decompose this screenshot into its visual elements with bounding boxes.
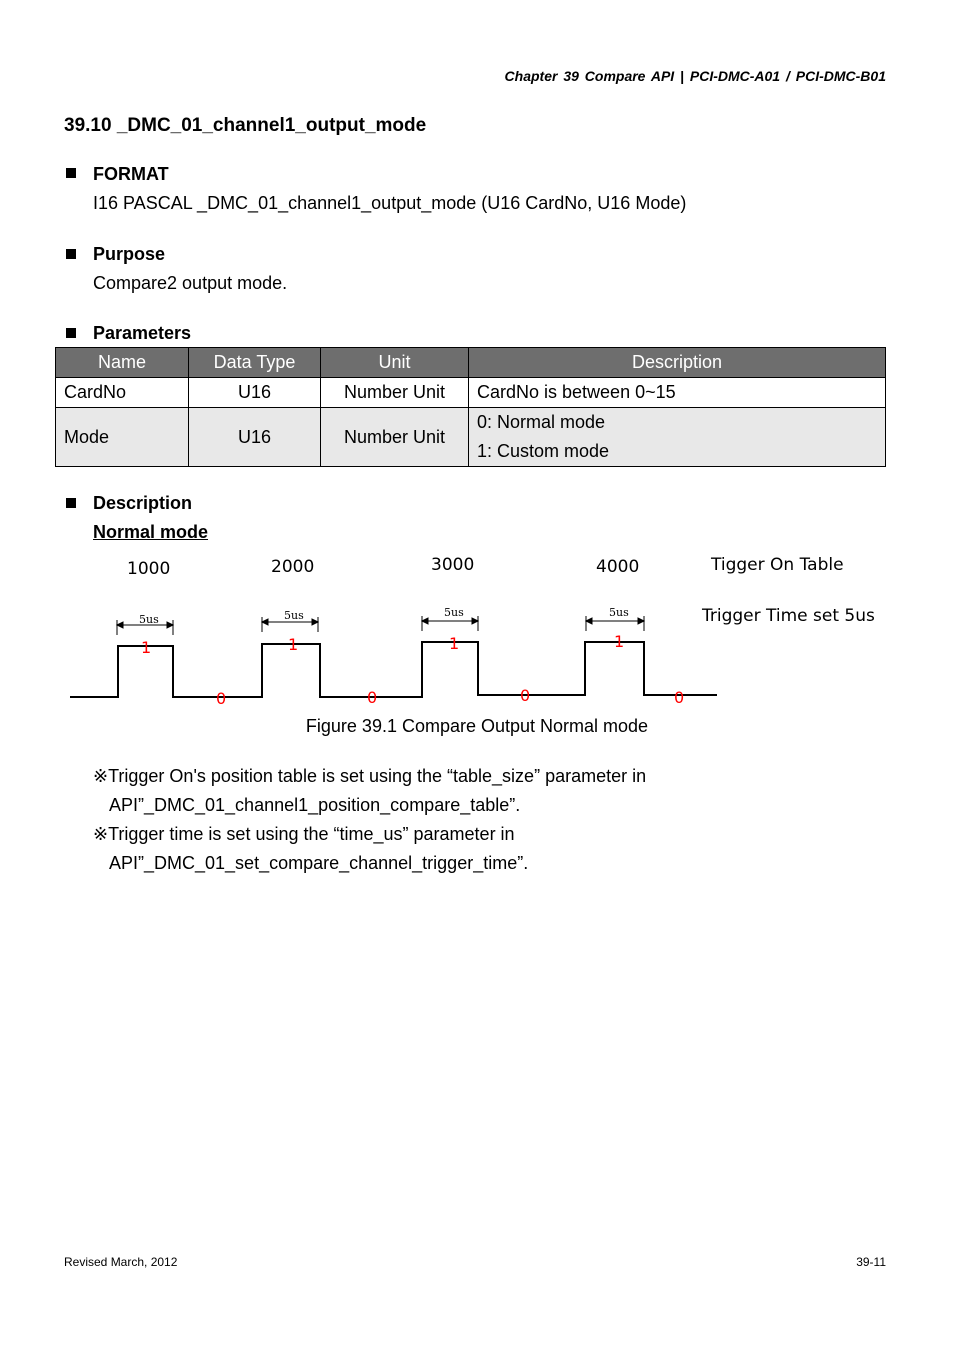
description-line: 0: Normal mode bbox=[477, 412, 606, 432]
note-line: ※Trigger On's position table is set using the “table_size” parameter in bbox=[93, 766, 647, 786]
legend-trigger-table: Tigger On Table bbox=[711, 555, 844, 575]
position-label: 3000 bbox=[431, 555, 475, 575]
table-header-row bbox=[56, 348, 886, 378]
parameters-heading: Parameters bbox=[93, 323, 192, 343]
param-description: CardNo is between 0~15 bbox=[469, 378, 886, 408]
bullet-icon bbox=[66, 168, 76, 178]
description-subheading: Normal mode bbox=[93, 522, 209, 542]
note-line: API”_DMC_01_channel1_position_compare_table”. bbox=[109, 795, 521, 815]
low-level-label: 0 bbox=[216, 689, 227, 708]
format-signature: I16 PASCAL _DMC_01_channel1_output_mode (U16 CardNo, U16 Mode) bbox=[93, 193, 687, 213]
param-type: U16 bbox=[189, 408, 321, 467]
pulse-width-label: 5us bbox=[609, 606, 629, 619]
high-level-label: 1 bbox=[449, 634, 460, 653]
footer-page-number: 39-11 bbox=[856, 1255, 886, 1269]
timing-diagram bbox=[0, 545, 954, 715]
pulse-width-markers bbox=[117, 616, 644, 635]
column-header-data-type: Data Type bbox=[189, 348, 321, 378]
table-row bbox=[56, 378, 886, 408]
position-label: 1000 bbox=[127, 559, 171, 579]
low-level-label: 0 bbox=[674, 688, 685, 707]
param-name: CardNo bbox=[56, 378, 189, 408]
purpose-heading: Purpose bbox=[93, 244, 166, 264]
parameters-table bbox=[55, 347, 886, 467]
param-type: U16 bbox=[189, 378, 321, 408]
figure-caption: Figure 39.1 Compare Output Normal mode bbox=[305, 716, 649, 736]
param-unit: Number Unit bbox=[321, 408, 469, 467]
param-name: Mode bbox=[56, 408, 189, 467]
running-header: Chapter 39 Compare API | PCI-DMC-A01 / PCI-DMC-B01 bbox=[504, 68, 886, 84]
description-heading: Description bbox=[93, 493, 193, 513]
position-label: 2000 bbox=[271, 557, 315, 577]
column-header-unit: Unit bbox=[321, 348, 469, 378]
bullet-icon bbox=[66, 249, 76, 259]
purpose-text: Compare2 output mode. bbox=[93, 273, 288, 293]
param-unit: Number Unit bbox=[321, 378, 469, 408]
column-header-name: Name bbox=[56, 348, 189, 378]
low-level-label: 0 bbox=[520, 686, 531, 705]
note-line: API”_DMC_01_set_compare_channel_trigger_time”. bbox=[109, 853, 529, 873]
pulse-width-label: 5us bbox=[139, 613, 159, 626]
footer-revision: Revised March, 2012 bbox=[64, 1255, 178, 1269]
bullet-icon bbox=[66, 498, 76, 508]
format-heading: FORMAT bbox=[93, 164, 169, 184]
table-row bbox=[56, 408, 886, 467]
high-level-label: 1 bbox=[288, 635, 299, 654]
section-title: 39.10 _DMC_01_channel1_output_mode bbox=[64, 115, 427, 136]
position-label: 4000 bbox=[596, 557, 640, 577]
note-line: ※Trigger time is set using the “time_us” parameter in bbox=[93, 824, 515, 844]
pulse-width-label: 5us bbox=[284, 609, 304, 622]
description-line: 1: Custom mode bbox=[477, 441, 610, 461]
column-header-description: Description bbox=[469, 348, 886, 378]
param-description bbox=[469, 408, 886, 467]
legend-trigger-time: Trigger Time set 5us bbox=[702, 606, 875, 626]
high-level-label: 1 bbox=[614, 632, 625, 651]
pulse-width-label: 5us bbox=[444, 606, 464, 619]
high-level-label: 1 bbox=[141, 638, 152, 657]
low-level-label: 0 bbox=[367, 688, 378, 707]
bullet-icon bbox=[66, 328, 76, 338]
